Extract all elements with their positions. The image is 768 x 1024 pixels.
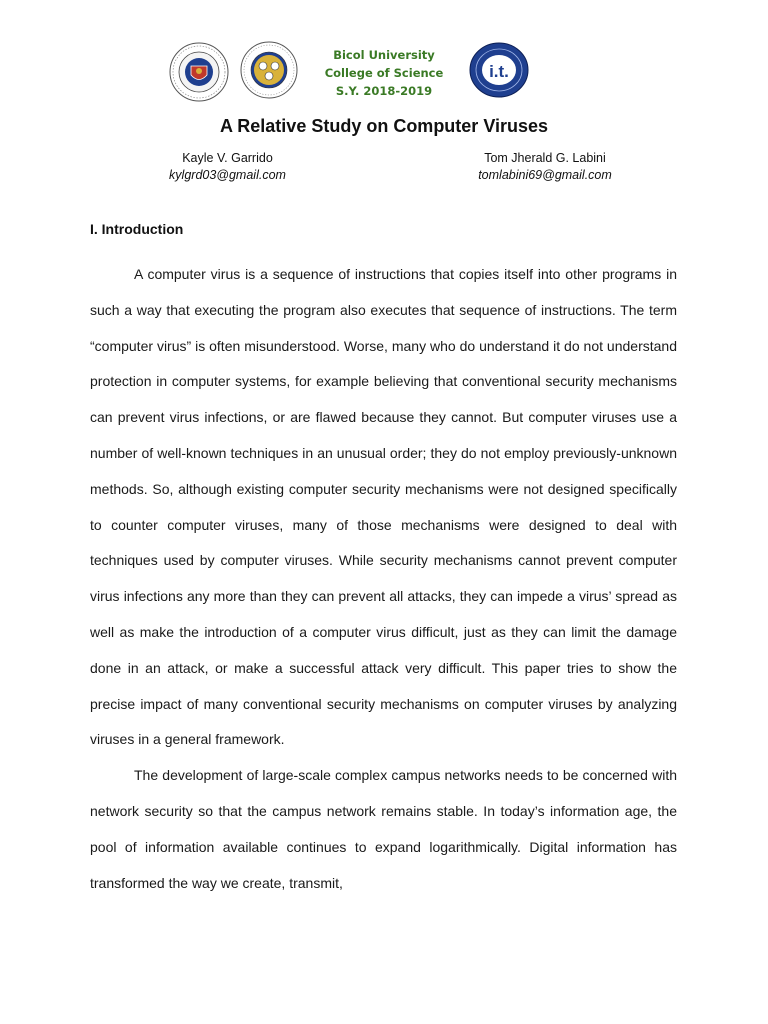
bicol-university-seal-icon [169,42,229,102]
author-email: kylgrd03@gmail.com [169,168,286,182]
paragraph: A computer virus is a sequence of instructions that copies itself into other programs in such a way that executing the program also executes that sequence of instructions. The term “computer virus” is often misunderstood. Worse, many who do understand it do not understand protection in computer systems, for example believing that conventional security mechanisms can prevent virus infections, or are flawed because they cannot. But computer viruses use a number of well-known techniques in an unusual order; they do not employ previously-unknown methods. So, although existing computer security mechanisms were not designed specifically to counter computer viruses, many of those mechanisms were designed to deal with techniques used by computer viruses. While security mechanisms cannot prevent computer virus infections any more than they can prevent all attacks, they can impede a virus’ spread as well as make the introduction of a computer virus difficult, just as they can limit the damage done in an attack, or make a successful attack very difficult. This paper tries to show the precise impact of many conventional security mechanisms on computer viruses by analyzing viruses in a general framework. [90,266,677,748]
author-email: tomlabini69@gmail.com [478,168,612,182]
college-of-science-seal-icon [240,41,298,99]
school-year: S.Y. 2018-2019 [335,84,433,98]
author-block [155,150,300,184]
author-block [465,150,625,184]
section-body [90,257,677,901]
university-header [304,46,464,100]
paragraph: The development of large-scale complex campus networks needs to be concerned with network security so that the campus network remains stable. In today’s information age, the pool of information available continues to expand logarithmically. Digital information has transformed the way we create, transmit, [90,767,677,891]
college-name: College of Science [324,66,444,80]
author-name: Tom Jherald G. Labini [484,151,606,165]
svg-text:i.t.: i.t. [489,62,509,81]
it-society-logo-icon [469,42,529,98]
university-name: Bicol University [333,48,435,62]
section-heading: I. Introduction [90,221,184,237]
author-name: Kayle V. Garrido [182,151,273,165]
paper-title: A Relative Study on Computer Viruses [219,116,549,136]
